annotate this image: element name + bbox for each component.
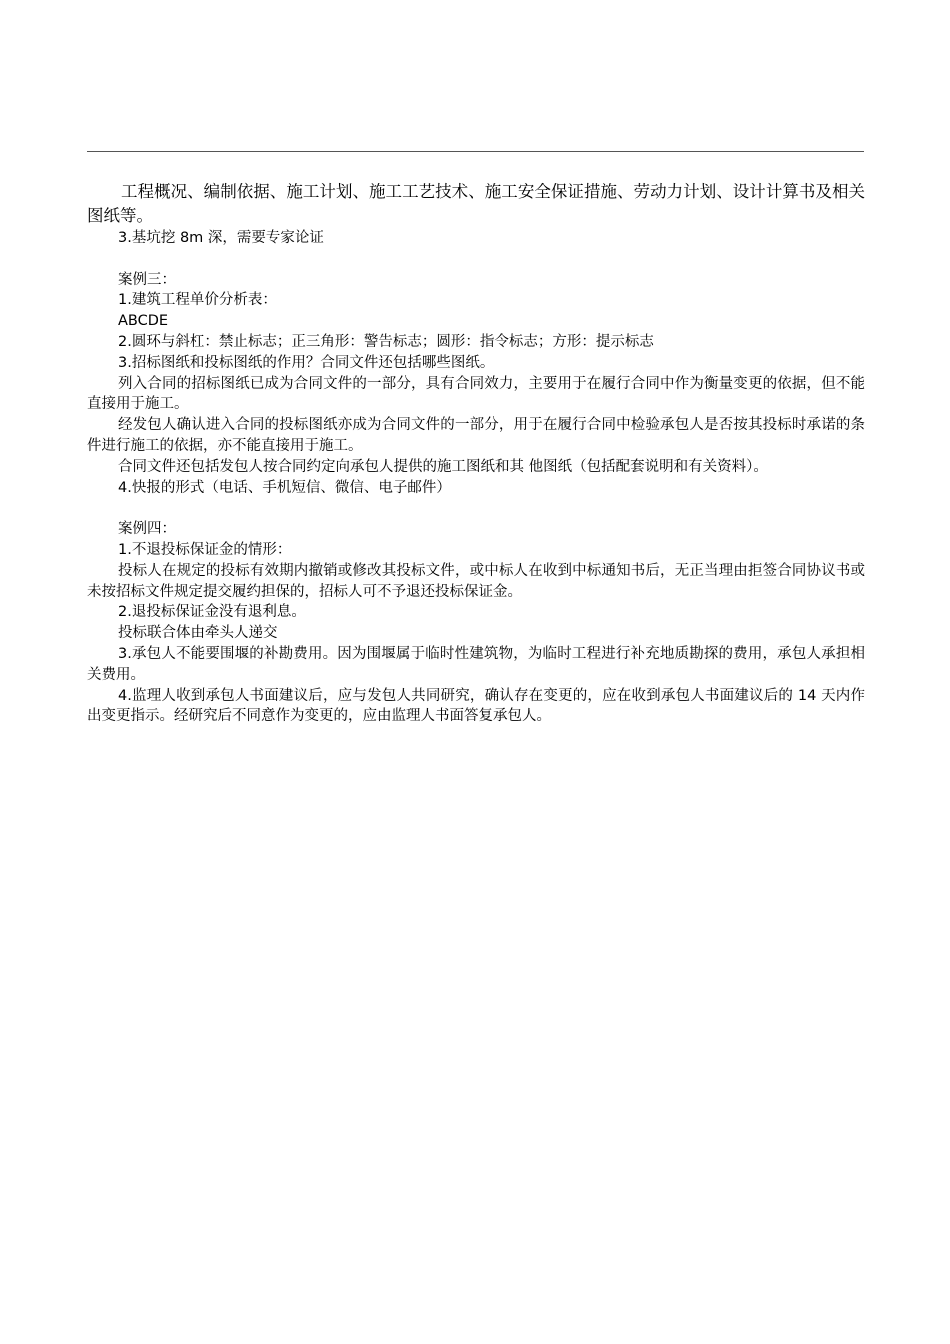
case3-para3: 合同文件还包括发包人按合同约定向承包人提供的施工图纸和其 他图纸（包括配套说明和有关资料）。 [118, 458, 768, 475]
spacer [87, 498, 865, 519]
case4-q4: 4.监理人收到承包人书面建议后，应与发包人共同研究，确认存在变更的，应在收到承包人书面建议后的 14 天内作出变更指示。经研究后不同意作为变更的，应由监理人书面答复承包人。 [87, 687, 865, 725]
document-body [87, 180, 865, 727]
case3-a1: ABCDE [118, 313, 169, 330]
intro-paragraph: 工程概况、编制依据、施工计划、施工工艺技术、施工安全保证措施、劳动力计划、设计计算书及相关图纸等。 [87, 182, 865, 225]
case4-para1: 投标人在规定的投标有效期内撤销或修改其投标文件，或中标人在收到中标通知书后，无正当理由拒签合同协议书或未按招标文件规定提交履约担保的，招标人可不予退还投标保证金。 [87, 562, 865, 600]
case3-q2: 2.圆环与斜杠：禁止标志；正三角形：警告标志；圆形：指令标志；方形：提示标志 [118, 333, 654, 350]
case4-q3: 3.承包人不能要围堰的补勘费用。因为围堰属于临时性建筑物，为临时工程进行补充地质勘探的费用，承包人承担相关费用。 [87, 645, 865, 683]
case4-title: 案例四： [118, 521, 176, 538]
case3-q1: 1.建筑工程单价分析表： [118, 292, 277, 309]
case3-para1: 列入合同的招标图纸已成为合同文件的一部分，具有合同效力，主要用于在履行合同中作为衡量变更的依据，但不能直接用于施工。 [87, 375, 865, 413]
case4-q2: 2.退投标保证金没有退利息。 [118, 604, 306, 621]
case3-q3: 3.招标图纸和投标图纸的作用？合同文件还包括哪些图纸。 [118, 354, 495, 371]
intro-item-3: 3.基坑挖 8m 深，需要专家论证 [118, 230, 324, 246]
case3-para2: 经发包人确认进入合同的投标图纸亦成为合同文件的一部分，用于在履行合同中检验承包人是否按其投标时承诺的条件进行施工的依据，亦不能直接用于施工。 [87, 417, 865, 454]
spacer [87, 249, 865, 270]
header-rule [87, 151, 864, 152]
case4-para2: 投标联合体由牵头人递交 [118, 625, 278, 642]
case3-q4: 4.快报的形式（电话、手机短信、微信、电子邮件） [118, 479, 451, 496]
case4-q1: 1.不退投标保证金的情形： [118, 541, 292, 558]
case3-title: 案例三： [118, 271, 176, 288]
